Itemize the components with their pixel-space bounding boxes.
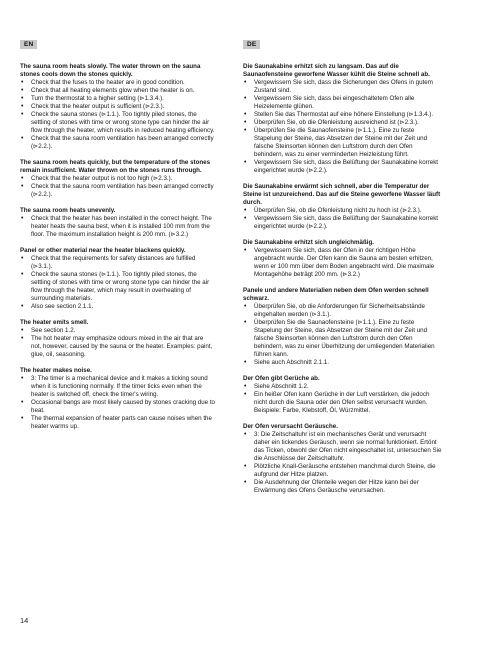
troubleshooting-section	[243, 63, 443, 175]
list-item: • See section 1.2.	[20, 327, 215, 335]
section-heading: Der Ofen verursacht Geräusche.	[243, 423, 338, 430]
bullet-list	[20, 327, 215, 359]
german-column	[243, 33, 443, 503]
list-item: • Überprüfen Sie, ob die Ofenleistung ausreichend ist (⊳2.3.).	[243, 119, 443, 127]
list-item: • Check that the heater output is not too high (⊳2.3.).	[20, 175, 215, 183]
list-item: • Vergewissern Sie sich, dass die Belüftung der Saunakabine korrekt eingerichtet wurde (⊳2.2.).	[243, 215, 443, 231]
list-item: • Stellen Sie das Thermostat auf eine höhere Einstellung (⊳1.3.4.).	[243, 111, 443, 119]
troubleshooting-section	[243, 375, 443, 415]
bullet-list	[243, 207, 443, 231]
section-heading: The heater emits smell.	[20, 319, 89, 326]
list-item: • Plötzliche Knall-Geräusche entstehen manchmal durch Steine, die aufgrund der Hitze platzen.	[243, 463, 443, 479]
section-heading: The sauna room heats quickly, but the temperature of the stones remain insufficient. Water thrown on the stones runs through.	[20, 159, 211, 174]
bullet-list	[243, 247, 443, 279]
troubleshooting-section	[20, 367, 215, 431]
list-item: • Check that the sauna room ventilation has been arranged correctly (⊳2.2.).	[20, 135, 215, 151]
page-number: 14	[20, 616, 29, 625]
list-item: • Überprüfen Sie, ob die Anforderungen für Sicherheitsabstände eingehalten werden (⊳3.1.).	[243, 303, 443, 319]
section-heading: Der Ofen gibt Gerüche ab.	[243, 375, 320, 382]
section-heading: The sauna room heats slowly. The water thrown on the sauna stones cools down the stones quickly.	[20, 63, 201, 78]
bullet-list	[20, 255, 215, 311]
troubleshooting-section	[243, 183, 443, 231]
section-heading: Die Saunakabine erhitzt sich ungleichmäßig.	[243, 239, 374, 246]
list-item: • Überprüfen Sie die Saunaofensteine (⊳1.1.). Eine zu feste Stapelung der Steine, das Absetzen der Steine mit der Zeit und falsche Steinsorten können den Luftstrom durch den Ofen behindern, was zu einer verminderten Heizleistung führt.	[243, 127, 443, 159]
list-item: • Vergewissern Sie sich, dass der Ofen in der richtigen Höhe angebracht wurde. Der Ofen kann die Sauna am besten erhitzen, wenn er 100 mm über dem Boden angebracht wird. Die maximale Montagehöhe beträgt 200 mm. (⊳3.2.)	[243, 247, 443, 279]
section-heading: Panele und andere Materialien neben dem Ofen werden schnell schwarz.	[243, 287, 429, 302]
list-item: • Überprüfen Sie, ob die Ofenleistung nicht zu hoch ist (⊳2.3.).	[243, 207, 443, 215]
list-item: • Check that the heater output is sufficient (⊳2.3.).	[20, 103, 215, 111]
section-heading: Die Saunakabine erwärmt sich schnell, aber die Temperatur der Steine ist unzureichend. Das auf die Steine geworfene Wasser läuft durch.	[243, 183, 441, 206]
bullet-list	[243, 303, 443, 367]
list-item: • Check that the requirements for safety distances are fulfilled (⊳3.1.).	[20, 255, 215, 271]
troubleshooting-section	[20, 247, 215, 311]
list-item: • Check that the fuses to the heater are in good condition.	[20, 79, 215, 87]
language-label-de: DE	[243, 40, 260, 49]
language-label-en: EN	[20, 40, 37, 49]
bullet-list	[243, 79, 443, 175]
bullet-list	[20, 79, 215, 151]
section-heading: Panel or other material near the heater blackens quickly.	[20, 247, 186, 254]
list-item: • Vergewissern Sie sich, dass die Sicherungen des Ofens in gutem Zustand sind.	[243, 79, 443, 95]
list-item: • Siehe Abschnitt 1.2.	[243, 383, 443, 391]
list-item: • Die Ausdehnung der Ofenteile wegen der Hitze kann bei der Erwärmung des Ofens Geräusche verursachen.	[243, 479, 443, 495]
list-item: • Also see section 2.1.1.	[20, 303, 215, 311]
list-item: • Vergewissern Sie sich, dass bei eingeschaltetem Ofen alle Heizelemente glühen.	[243, 95, 443, 111]
troubleshooting-section	[243, 287, 443, 367]
list-item: • Check that the sauna room ventilation has been arranged correctly (⊳2.2.).	[20, 183, 215, 199]
section-heading: The heater makes noise.	[20, 367, 92, 374]
section-heading: Die Saunakabine erhitzt sich zu langsam. Das auf die Saunaofensteine geworfene Wasser kühlt die Steine schnell ab.	[243, 63, 430, 78]
bullet-list	[243, 383, 443, 415]
bullet-list	[243, 431, 443, 495]
bullet-list	[20, 375, 215, 431]
troubleshooting-section	[20, 207, 215, 239]
list-item: • Vergewissern Sie sich, dass die Belüftung der Saunakabine korrekt eingerichtet wurde (⊳2.2.).	[243, 159, 443, 175]
troubleshooting-section	[20, 63, 215, 151]
list-item: • Ein heißer Ofen kann Gerüche in der Luft verstärken, die jedoch nicht durch die Sauna oder den Ofen selbst verursacht wurden. Beispiele: Farbe, Klebstoff, Öl, Würzmittel.	[243, 391, 443, 415]
bullet-list	[20, 175, 215, 199]
list-item: • Überprüfen Sie die Saunaofensteine (⊳1.1.). Eine zu feste Stapelung der Steine, das Absetzen der Steine mit der Zeit und falsche Steinsorten können den Luftstrom durch den Ofen behindern, was zu einer Überhitzung der umliegenden Materialien führen kann.	[243, 319, 443, 359]
list-item: • Check that all heating elements glow when the heater is on.	[20, 87, 215, 95]
troubleshooting-section	[243, 239, 443, 279]
en-sections	[20, 63, 215, 431]
list-item: • The hot heater may emphasize odours mixed in the air that are not, however, caused by the sauna or the heater. Examples: paint, glue, oil, seasoning.	[20, 335, 215, 359]
list-item: • The thermal expansion of heater parts can cause noises when the heater warms up.	[20, 415, 215, 431]
list-item: • Turn the thermostat to a higher setting (⊳1.3.4.).	[20, 95, 215, 103]
troubleshooting-section	[20, 159, 215, 199]
list-item: • 3: The timer is a mechanical device and it makes a ticking sound when it is functioning normally. If the timer ticks even when the heater is switched off, check the timer's wiring.	[20, 375, 215, 399]
list-item: • Check that the heater has been installed in the correct height. The heater heats the sauna best, when it is installed 100 mm from the floor. The maximum installation height is 200 mm. (⊳3.2.)	[20, 215, 215, 239]
troubleshooting-section	[20, 319, 215, 359]
list-item: • 3: Die Zeitschaltuhr ist ein mechanisches Gerät und verursacht daher ein tickendes Geräusch, wenn sie normal funktioniert. Ertönt das Ticken, obwohl der Ofen nicht eingeschaltet ist, untersuchen Sie die Anschlüsse der Zeitschaltuhr.	[243, 431, 443, 463]
english-column	[20, 33, 215, 439]
list-item: • Check the sauna stones (⊳1.1.). Too tightly piled stones, the settling of stones with time or wrong stone type can hinder the air flow through the heater, which may result in overheating of surrounding materials.	[20, 271, 215, 303]
de-sections	[243, 63, 443, 495]
list-item: • Check the sauna stones (⊳1.1.). Too tightly piled stones, the settling of stones with time or wrong stone type can hinder the air flow through the heater, which results in reduced heating efficiency.	[20, 111, 215, 135]
bullet-list	[20, 215, 215, 239]
section-heading: The sauna room heats unevenly.	[20, 207, 116, 214]
list-item: • Occasional bangs are most likely caused by stones cracking due to heat.	[20, 399, 215, 415]
troubleshooting-section	[243, 423, 443, 495]
list-item: • Siehe auch Abschnitt 2.1.1.	[243, 359, 443, 367]
